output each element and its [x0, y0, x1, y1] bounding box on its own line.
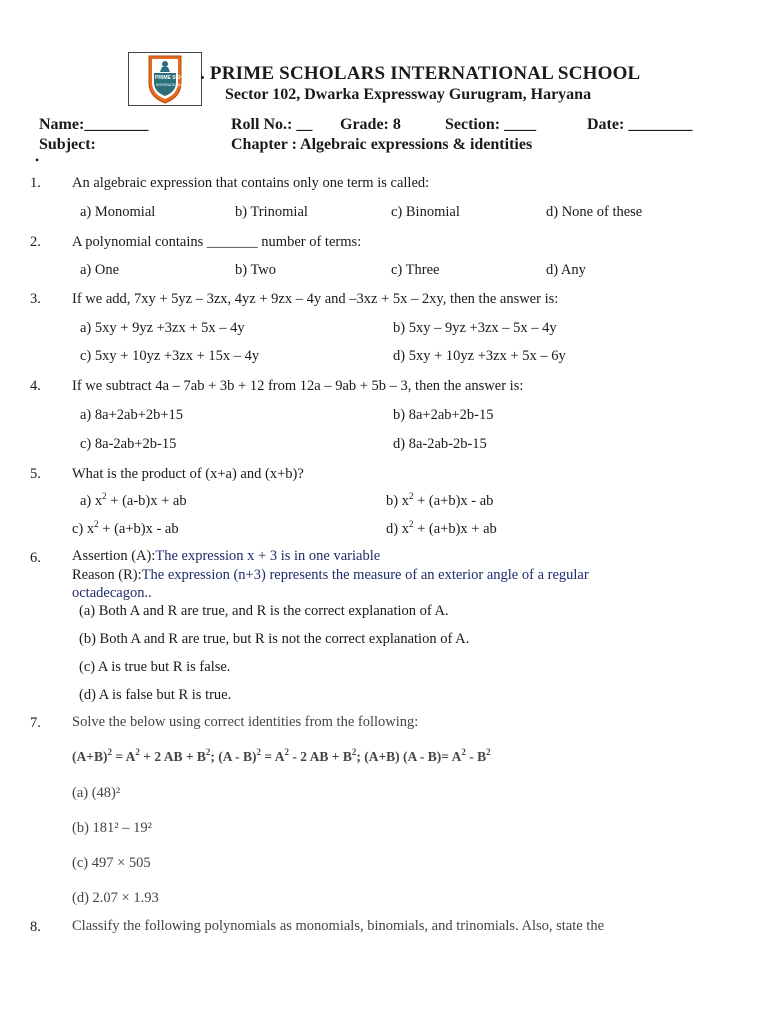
question-1-text: An algebraic expression that contains only one term is called:	[72, 175, 430, 191]
question-number: 6.	[30, 550, 41, 566]
q2-option-c: c) Three	[391, 262, 440, 278]
q6-option-b: (b) Both A and R are true, but R is not the correct explanation of A.	[79, 631, 470, 647]
chapter-title: Chapter : Algebraic expressions & identities	[231, 136, 533, 153]
question-4-text: If we subtract 4a – 7ab + 3b + 12 from 12a – 9ab + 5b – 3, then the answer is:	[72, 378, 524, 394]
q6-option-a: (a) Both A and R are true, and R is the correct explanation of A.	[79, 603, 449, 619]
assertion-line: Assertion (A):The expression x + 3 is in one variable	[72, 548, 381, 564]
q5-option-c: c) $x^2 + (a+b)x$ - ab	[72, 519, 179, 537]
q1-option-c: c) Binomial	[391, 204, 460, 220]
question-number: 8.	[30, 919, 41, 935]
question-number: 4.	[30, 378, 41, 394]
section-field: Section: ____	[445, 116, 537, 133]
question-number: 7.	[30, 715, 41, 731]
q6-option-d: (d) A is false but R is true.	[79, 687, 232, 703]
name-field: Name:________	[39, 116, 149, 133]
q2-option-a: a) One	[80, 262, 120, 278]
q7-part-c: (c) 497 × 505	[72, 855, 151, 871]
grade-field: Grade: 8	[340, 116, 401, 133]
school-address: Sector 102, Dwarka Expressway Gurugram, Haryana	[225, 86, 592, 103]
q7-part-a: (a) (48)²	[72, 785, 121, 801]
reason-line-2: octadecagon..	[72, 585, 152, 601]
q3-option-c: c) 5xy + 10yz +3zx + 15x – 4y	[80, 348, 260, 364]
q4-option-a: a) 8a+2ab+2b+15	[80, 407, 184, 423]
q3-option-d: d) 5xy + 10yz +3zx + 5x – 6y	[393, 348, 566, 364]
question-number: 5.	[30, 466, 41, 482]
question-3-text: If we add, 7xy + 5yz – 3zx, 4yz + 9zx – 4y and –3xz + 5x – 2xy, then the answer is:	[72, 291, 559, 307]
subject-field: Subject:	[39, 136, 96, 153]
logo-subtext: INTERNATIONAL SCHOOL	[156, 83, 200, 87]
date-field: Date: ________	[587, 116, 693, 133]
roll-field: Roll No.: __	[231, 116, 313, 133]
q1-option-d: d) None of these	[546, 204, 643, 220]
logo-text: PRIME SCHOLARS	[155, 75, 201, 81]
school-name: . PRIME SCHOLARS INTERNATIONAL SCHOOL	[200, 63, 641, 84]
question-8-text: Classify the following polynomials as monomials, binomials, and trinomials. Also, state the	[72, 918, 605, 934]
q7-part-d: (d) 2.07 × 1.93	[72, 890, 159, 906]
question-2-text: A polynomial contains _______ number of terms:	[72, 234, 362, 250]
question-number: 2.	[30, 234, 41, 250]
question-number: 3.	[30, 291, 41, 307]
bullet-mark: •	[35, 153, 40, 167]
q7-part-b: (b) 181² – 19²	[72, 820, 152, 836]
q5-option-d: d) $x^2 + (a+b)x$ + ab	[386, 519, 497, 537]
q2-option-d: d) Any	[546, 262, 586, 278]
question-5-text: What is the product of (x+a) and (x+b)?	[72, 466, 304, 482]
question-number: 1.	[30, 175, 41, 191]
q5-option-b: b) $x^2 + (a+b)x$ - ab	[386, 491, 494, 509]
identities-line: $(A+B)^2 = A^2 + 2$ AB + $B^2$; $(A - B)^2 = A^2 - 2$ AB + $B^2$; (A+B) $(A - B)= A^2 - B^2$	[72, 747, 491, 764]
q1-option-a: a) Monomial	[80, 204, 156, 220]
q4-option-d: d) 8a-2ab-2b-15	[393, 436, 487, 452]
q2-option-b: b) Two	[235, 262, 277, 278]
school-logo	[128, 52, 202, 106]
reason-line: Reason (R):The expression (n+3) represents the measure of an exterior angle of a regular	[72, 567, 589, 583]
q6-option-c: (c) A is true but R is false.	[79, 659, 231, 675]
q3-option-b: b) 5xy – 9yz +3zx – 5x – 4y	[393, 320, 557, 336]
question-7-text: Solve the below using correct identities from the following:	[72, 714, 419, 730]
q4-option-c: c) 8a-2ab+2b-15	[80, 436, 177, 452]
q3-option-a: a) 5xy + 9yz +3zx + 5x – 4y	[80, 320, 245, 336]
q4-option-b: b) 8a+2ab+2b-15	[393, 407, 494, 423]
q1-option-b: b) Trinomial	[235, 204, 308, 220]
q5-option-a: a) $x^2 + (a-b)x$ + ab	[80, 491, 187, 509]
